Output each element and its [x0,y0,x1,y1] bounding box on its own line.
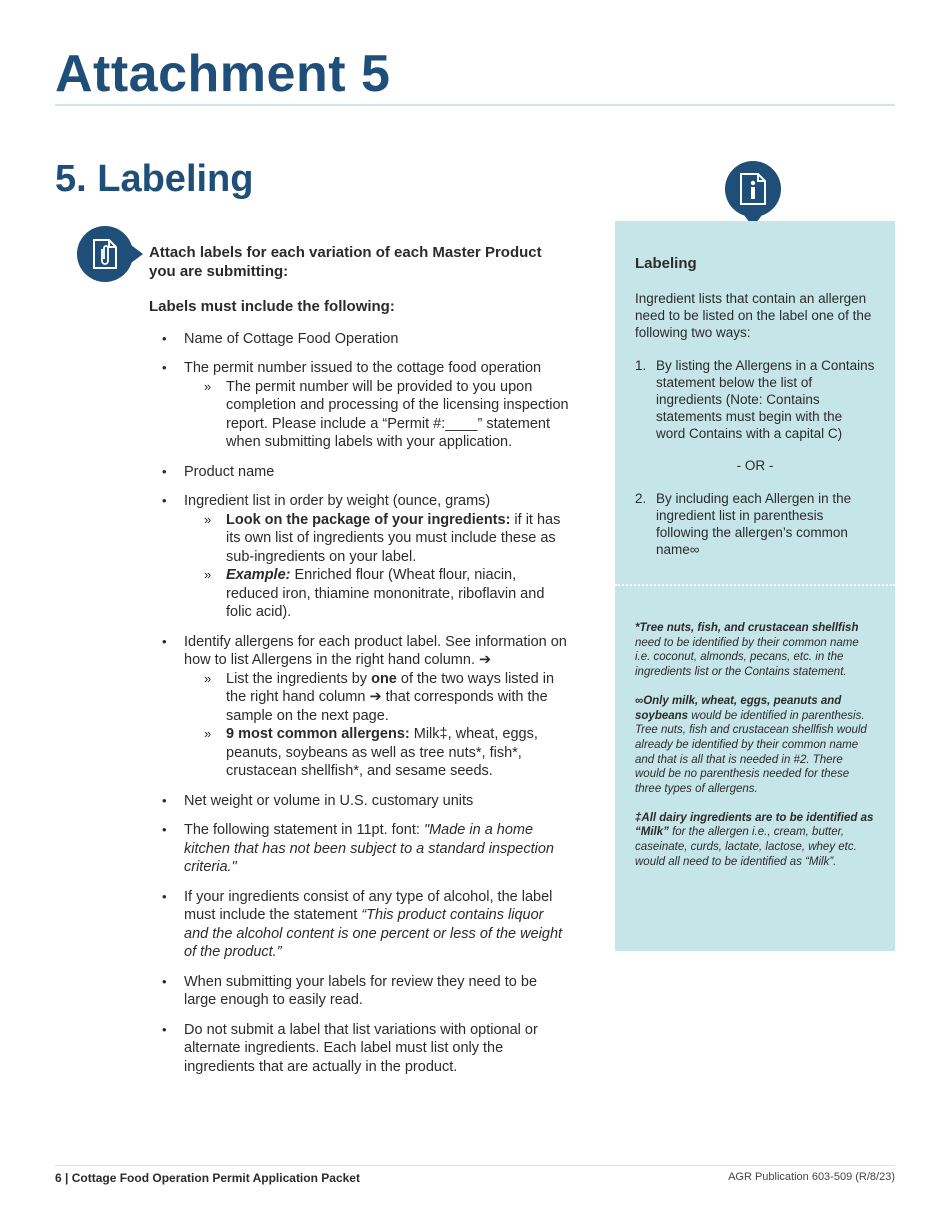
section-title: 5. Labeling [55,158,254,200]
footer-publication: AGR Publication 603-509 (R/8/23) [728,1171,895,1183]
list-item: • Do not submit a label that list variations with optional or alternate ingredients. Each label must list only the ingredients that are actually in the product. [149,1021,569,1077]
list-item: • Name of Cottage Food Operation [149,330,569,349]
note-parenthesis: ∞Only milk, wheat, eggs, peanuts and soybeans would be identified in parenthesis. Tree nuts, fish and crustacean shellfish would already be identified by their common name and that is all that is needed in #2. There would be no parenthesis needed for these three types of allergens. [635,694,867,796]
note-dairy: ‡All dairy ingredients are to be identified as “Milk” for the allergen i.e., cream, butter, caseinate, curds, lactate, lactose, whey etc. would all need to be identified as “Milk”. [635,811,874,868]
labeling-sidebar [615,221,895,951]
sub-list-item: » 9 most common allergens: Milk‡, wheat, eggs, peanuts, soybeans as well as tree nuts*, fish*, crustacean shellfish*, and sesame seeds. [184,725,569,781]
list-item: • Net weight or volume in U.S. customary units [149,792,569,811]
list-item: • Identify allergens for each product label. See information on how to list Allergens in the right hand column. ➔ » List the ingredients by one of the two ways listed in the right hand column ➔ that corresponds with the sample on the next page. » 9 most common allergens: Milk‡, wheat, eggs, peanuts, soybeans as well as tree nuts*, fish*, crustacean shellfish*, and sesame seeds. [149,633,569,781]
main-column [149,243,569,1087]
list-item: • Product name [149,463,569,482]
page-title: Attachment 5 [55,45,391,103]
sidebar-intro: Ingredient lists that contain an allergen need to be listed on the label one of the following two ways: [635,291,872,340]
title-divider [55,104,895,106]
paperclip-glyph [91,238,119,270]
list-item: • The following statement in 11pt. font: "Made in a home kitchen that has not been subject to a standard inspection criteria." [149,821,569,877]
dotted-divider [615,584,895,586]
allergen-notes [635,621,875,884]
sub-list-item: » Look on the package of your ingredients: if it has its own list of ingredients you must include these as sub-ingredients on your label. [184,511,569,567]
allergen-ways-list [635,357,875,442]
sub-list-item: » List the ingredients by one of the two ways listed in the right hand column ➔ that corresponds with the sample on the next page. [184,670,569,726]
sub-list-item: » The permit number will be provided to you upon completion and processing of the licensing inspection report. Please include a “Permit #:____” statement when submitting labels with your application. [184,378,569,452]
list-item: 1. By listing the Allergens in a Contains statement below the list of ingredients (Note: Contains statements must begin with the word Contains with a capital C) [635,358,875,441]
sub-list-item: » Example: Enriched flour (Wheat flour, niacin, reduced iron, thiamine mononitrate, riboflavin and folic acid). [184,566,569,622]
note-tree-nuts: *Tree nuts, fish, and crustacean shellfish need to be identified by their common name i.e. coconut, almonds, pecans, etc. in the ingredients list or the Contains statement. [635,622,859,679]
info-glyph [738,172,768,206]
footer-page-info: 6 | Cottage Food Operation Permit Application Packet [55,1171,360,1185]
info-icon [725,161,781,217]
sidebar-heading: Labeling [635,255,697,272]
list-item: • Ingredient list in order by weight (ounce, grams) » Look on the package of your ingredients: if it has its own list of ingredients you must include these as sub-ingredients on your label. » Example: Enriched flour (Wheat flour, niacin, reduced iron, thiamine mononitrate, riboflavin and folic acid). [149,492,569,622]
paperclip-document-icon [77,226,133,282]
list-item: • The permit number issued to the cottage food operation » The permit number will be provided to you upon completion and processing of the licensing inspection report. Please include a “Permit #:____” statement when submitting labels with your application. [149,359,569,452]
or-divider: - OR - [736,458,774,473]
list-item: 2. By including each Allergen in the ingredient list in parenthesis following the allergen’s common name∞ [635,491,852,557]
allergen-ways-list-2 [635,490,875,558]
list-item: • When submitting your labels for review they need to be large enough to easily read. [149,973,569,1010]
list-item: • If your ingredients consist of any type of alcohol, the label must include the statement “This product contains liquor and the alcohol content is one percent or less of the weight of the product.” [149,888,569,962]
attach-heading: Attach labels for each variation of each Master Product you are submitting: [149,244,542,280]
footer-divider [55,1165,895,1166]
labels-heading: Labels must include the following: [149,298,395,315]
requirements-list [149,330,569,1077]
